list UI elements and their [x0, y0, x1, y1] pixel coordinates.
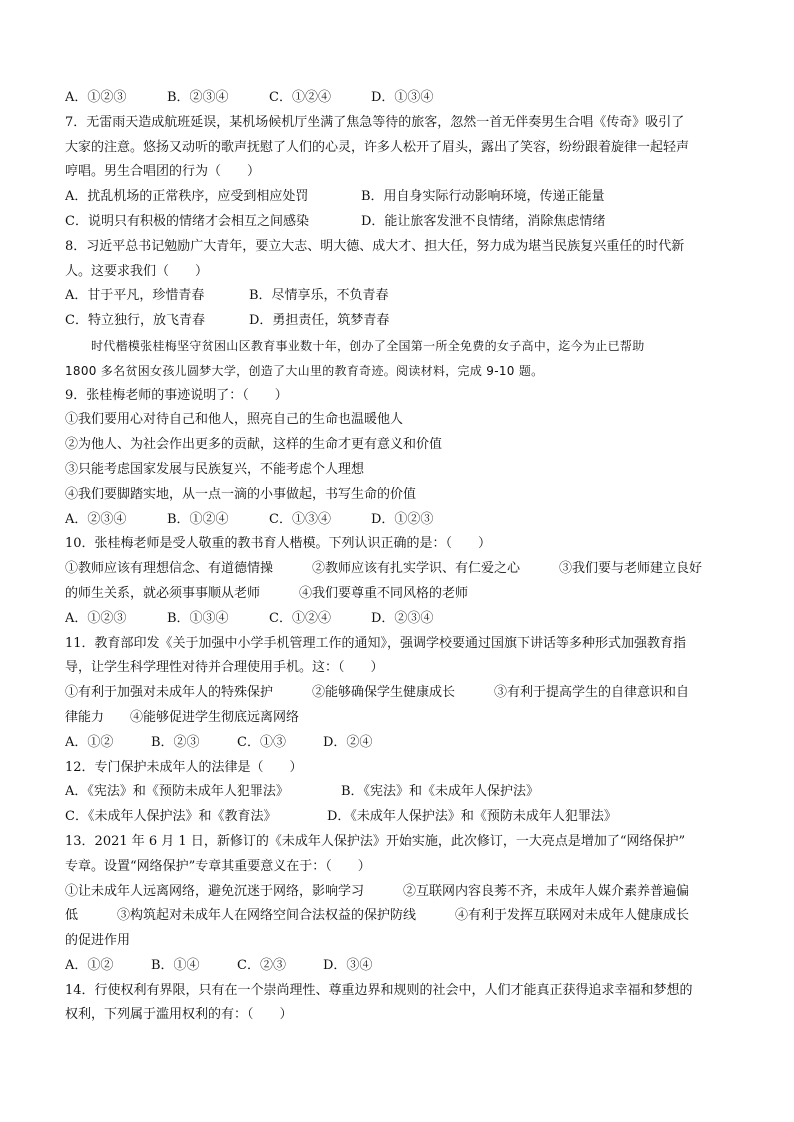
q11-option-c: C．①③	[237, 734, 286, 750]
q8-stem-line: 8．习近平总书记勉励广大青年，要立大志、明大德、成大才、担大任，努力成为堪当民族复兴重任的时代新	[65, 238, 685, 254]
q14-stem-line: 权利，下列属于滥用权利的有：（ ）	[65, 1007, 293, 1023]
q11-option-d: D．②④	[323, 734, 373, 750]
q6-options	[65, 86, 745, 111]
q8-option-a: A．甘于平凡，珍惜青春	[65, 288, 205, 304]
q11-item: 律能力 ④能够促进学生彻底远离网络	[65, 709, 300, 725]
q8-option-d: D．勇担责任，筑梦青春	[249, 313, 390, 329]
q6-option-b: B．②③④	[167, 90, 229, 105]
q6-option-a: A．①②③	[65, 90, 127, 105]
q12-option-a: A．《宪法》和《预防未成年人犯罪法》	[65, 784, 289, 800]
q13-item: 低 ③构筑起对未成年人在网络空间合法权益的保护防线 ④有利于发挥互联网对未成年人健康成长	[65, 908, 690, 924]
q10-options	[65, 607, 745, 632]
q13-stem-line: 专章。设置“网络保护”专章其重要意义在于：（ ）	[65, 858, 371, 874]
q9-item: ④我们要脚踏实地，从一点一滴的小事做起，书写生命的价值	[65, 486, 417, 502]
q13-stem-line: 13．2021 年 6 月 1 日，新修订的《未成年人保护法》开始实施，此次修订，一大亮点是增加了“网络保护”	[65, 833, 686, 849]
q8-option-b: B．尽情享乐，不负青春	[249, 288, 389, 304]
q13-option-d: D．③④	[323, 957, 373, 973]
q7-stem-line: 哼唱。男生合唱团的行为（ ）	[65, 164, 261, 180]
q12-option-d: D．《未成年人保护法》和《预防未成年人犯罪法》	[327, 809, 617, 825]
q9-item: ①我们要用心对待自己和他人，照亮自己的生命也温暖他人	[65, 412, 404, 428]
q13-option-a: A．①②	[65, 957, 114, 973]
q9-option-c: C．①③④	[269, 511, 331, 527]
q10-option-b: B．①③④	[167, 610, 229, 626]
q14-stem-line: 14．行使权利有界限，只有在一个崇尚理性、尊重边界和规则的社会中，人们才能真正获得追求幸福和梦想的	[65, 982, 693, 998]
q8-options-row	[65, 284, 745, 309]
q12-option-c: C．《未成年人保护法》和《教育法》	[65, 809, 277, 825]
q7-option-d: D．能让旅客发泄不良情绪，消除焦虑情绪	[361, 213, 606, 229]
q7-options-row	[65, 185, 745, 210]
q7-stem-line: 7．无雷雨天造成航班延误，某机场候机厅坐满了焦急等待的旅客，忽然一首无伴奏男生合唱《传奇》吸引了	[65, 114, 685, 130]
q11-stem-line: 11．教育部印发《关于加强中小学手机管理工作的通知》，强调学校要通过国旗下讲话等多种形式加强教育指	[65, 635, 687, 651]
passage-line: 1800 多名贫困女孩儿圆梦大学，创造了大山里的教育奇迹。阅读材料，完成 9-10 题。	[65, 363, 544, 378]
q7-option-c: C．说明只有积极的情绪才会相互之间感染	[65, 213, 309, 229]
q9-options	[65, 508, 745, 533]
q10-option-d: D．②③④	[371, 610, 434, 626]
q10-option-c: C．①②④	[269, 610, 331, 626]
q10-stem: 10．张桂梅老师是受人敬重的教书育人楷模。下列认识正确的是：（ ）	[65, 536, 492, 552]
q11-stem-line: 导，让学生科学理性对待并合理使用手机。这：（ ）	[65, 660, 384, 676]
q12-option-b: B．《宪法》和《未成年人保护法》	[341, 784, 540, 800]
q7-options-row	[65, 210, 745, 235]
q6-option-d: D．①③④	[371, 90, 434, 105]
q7-option-a: A．扰乱机场的正常秩序，应受到相应处罚	[65, 189, 309, 205]
q9-item: ②为他人、为社会作出更多的贡献，这样的生命才更有意义和价值	[65, 437, 443, 453]
q12-options-row	[65, 805, 745, 830]
q13-item: ①让未成年人远离网络，避免沉迷于网络，影响学习 ②互联网内容良莠不齐，未成年人媒介素养普遍偏	[65, 883, 690, 899]
q10-item: ①教师应该有理想信念、有道德情操 ②教师应该有扎实学识、有仁爱之心 ③我们要与老师建立良好	[65, 561, 703, 577]
q11-options	[65, 731, 745, 756]
q13-option-b: B．①④	[151, 957, 200, 973]
q8-stem-line: 人。这要求我们（ ）	[65, 263, 209, 279]
exam-page	[65, 86, 745, 1028]
q10-item: 的师生关系，就必须事事顺从老师 ④我们要尊重不同风格的老师	[65, 585, 469, 601]
q13-option-c: C．②③	[237, 957, 286, 973]
q7-stem-line: 大家的注意。悠扬又动听的歌声抚慰了人们的心灵，许多人松开了眉头，露出了笑容，纷纷跟着旋律一起轻声	[65, 139, 690, 155]
q13-item: 的促进作用	[65, 933, 131, 949]
q9-option-a: A．②③④	[65, 511, 127, 527]
q11-option-b: B．②③	[151, 734, 200, 750]
q11-item: ①有利于加强对未成年人的特殊保护 ②能够确保学生健康成长 ③有利于提高学生的自律意识和自	[65, 685, 690, 701]
q9-option-d: D．①②③	[371, 511, 434, 527]
q8-options-row	[65, 309, 745, 334]
q11-option-a: A．①②	[65, 734, 114, 750]
q6-option-c: C．①②④	[269, 90, 331, 105]
q12-stem: 12．专门保护未成年人的法律是（ ）	[65, 759, 303, 775]
q9-stem: 9．张桂梅老师的事迹说明了：（ ）	[65, 387, 288, 403]
q7-option-b: B．用自身实际行动影响环境，传递正能量	[361, 189, 605, 205]
q13-options	[65, 954, 745, 979]
q9-option-b: B．①②④	[167, 511, 229, 527]
q8-option-c: C．特立独行，放飞青春	[65, 313, 205, 329]
passage-line: 时代楷模张桂梅坚守贫困山区教育事业数十年，创办了全国第一所全免费的女子高中，迄今为止已帮助	[91, 338, 645, 353]
q12-options-row	[65, 780, 745, 805]
q10-option-a: A．①②③	[65, 610, 127, 626]
q9-item: ③只能考虑国家发展与民族复兴，不能考虑个人理想	[65, 461, 365, 477]
